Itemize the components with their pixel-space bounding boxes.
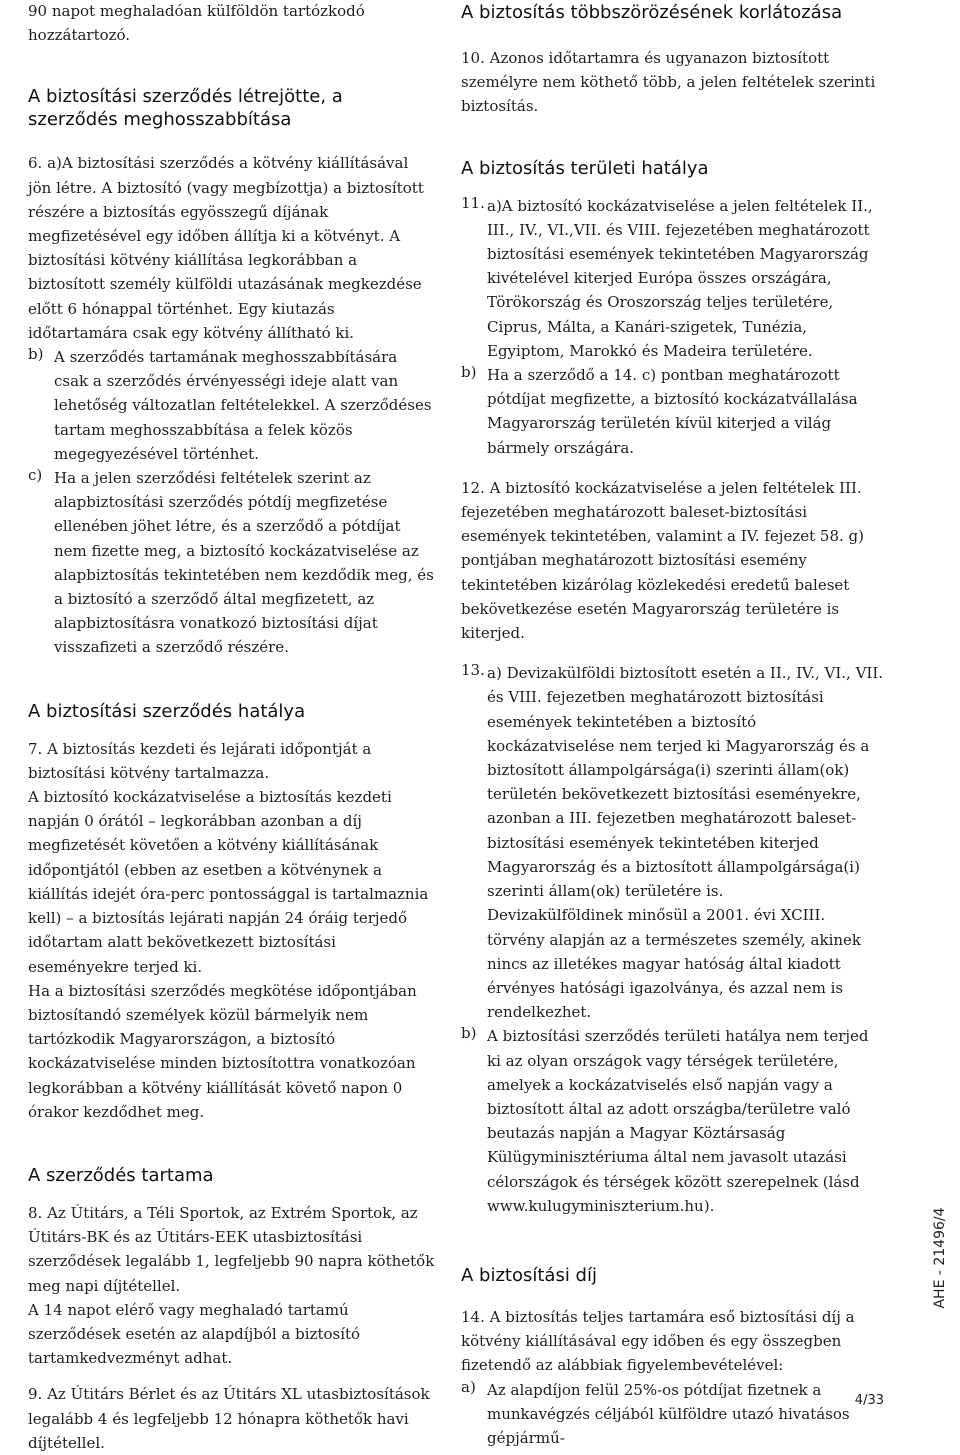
list-text: Ha a jelen szerződési feltételek szerint az alapbiztosítási szerződés pótdíj megfizetése ellenében jöhet létre, és a szerződő a pótdíjat nem fizette meg, a biztosító kockázatviselése az alapbiztosítás tekintetében nem kezdődik meg, és a biztosító a szerződő által megfizetett, az alapbiztosításra vonatkozó biztosítási díjat visszafizeti a szerződő részére. <box>54 469 434 657</box>
list-item-11b <box>461 363 887 460</box>
list-text: A szerződés tartamának meghosszabbítására csak a szerződés érvényességi ideje alatt van lehetőség változatlan feltételekkel. A szerződéses tartam meghosszabbítása a felek közös megegyezésével történhet. <box>54 348 432 463</box>
list-text: a)A biztosító kockázatviselése a jelen feltételek II., III., IV., VI.,VII. és VIII. fejezetében meghatározott biztosítási események tekintetében Magyarország kivételével kiterjed Európa összes országára, Törökország és Oroszország teljes területére, Ciprus, Málta, a Kanári-szigetek, Tunézia, Egyiptom, Marokkó és Madeira területére. <box>487 196 873 360</box>
list-item-13-body <box>487 661 887 1024</box>
list-item-6c <box>28 466 436 660</box>
list-marker: 11. <box>461 193 485 212</box>
list-marker: a) <box>461 1377 476 1396</box>
list-item-6b <box>28 345 436 466</box>
paragraph-7: 7. A biztosítás kezdeti és lejárati időpontját a biztosítási kötvény tartalmazza. <box>28 739 372 782</box>
paragraph-10: 10. Azonos időtartamra és ugyanazon biztosított személyre nem köthető több, a jelen feltételek szerinti biztosítás. <box>461 49 876 116</box>
document-code: AHE - 21496/4 <box>932 1207 948 1309</box>
paragraph-12: 12. A biztosító kockázatviselése a jelen feltételek III. fejezetében meghatározott baleset-biztosítási események tekintetében, valamint a IV. fejezet 58. g) pontjában meghatározott biztosítási esemény tekintetében kizárólag közlekedési eredetű baleset bekövetkezése esetén Magyarország területére is kiterjed. <box>461 478 864 643</box>
paragraph-7c: Ha a biztosítási szerződés megkötése időpontjában biztosítandó személyek közül bármelyik nem tartózkodik Magyarországon, a biztosító kockázatviselése minden biztosítottra vonatkozóan legkorábban a kötvény kiállítását követő napon 0 órakor kezdődhet meg. <box>28 981 417 1121</box>
section-heading-creation: A biztosítási szerződés létrejötte, a szerződés meghosszabbítása <box>28 86 343 131</box>
right-column <box>461 0 887 1450</box>
paragraph-7b: A biztosító kockázatviselése a biztosítás kezdeti napján 0 órától – legkorábban azonban a díj megfizetését követően a kötvény kiállításának időpontjától (ebben az esetben a kötvénynek a kiállítás idejét óra-perc pontossággal is tartalmaznia kell) – a biztosítás lejárati napján 24 óráig terjedő időtartam alatt bekövetkezett biztosítási eseményekre terjed ki. <box>28 788 429 976</box>
paragraph-14: 14. A biztosítás teljes tartamára eső biztosítási díj a kötvény kiállításával egy időben és egy összegben fizetendő az alábbiak figyelembevételével: <box>461 1307 855 1375</box>
list-marker: c) <box>28 466 43 485</box>
list-marker: b) <box>461 363 477 382</box>
list-text: Ha a szerződő a 14. c) pontban meghatározott pótdíjat megfizette, a biztosító kockázatvállalása Magyarország területén kívül kiterjed a világ bármely országára. <box>487 366 858 457</box>
list-item-13b <box>461 1024 887 1218</box>
section-heading-duration: A szerződés tartama <box>28 1164 214 1186</box>
paragraph-6a: 6. a)A biztosítási szerződés a kötvény kiállításával jön létre. A biztosító (vagy megbízottja) a biztosított részére a biztosítás egyösszegű díjának megfizetésével egy időben állítja ki a kötvényt. A biztosítási kötvény kiállítása legkorábban a biztosított személy külföldi utazásának megkezdése előtt 6 hónappal történhet. Egy kiutazás időtartamára csak egy kötvény állítható ki. <box>28 154 424 342</box>
list-marker: b) <box>28 345 44 364</box>
list-marker: b) <box>461 1024 477 1043</box>
paragraph-9: 9. Az Útitárs Bérlet és az Útitárs XL utasbiztosítások legalább 4 és legfeljebb 12 hónapra köthetők havi díjtétellel. <box>28 1385 430 1452</box>
list-text: a) Devizakülföldi biztosított esetén a II., IV., VI., VII. és VIII. fejezetben meghatározott biztosítási események tekintetében a biztosító kockázatviselése nem terjed ki Magyarország és a biztosított állampolgársága(i) szerinti állam(ok) területén bekövetkezett biztosítási eseményekre, azonban a III. fejezetben meghatározott baleset-biztosítási események tekintetében kiterjed Magyarország és a biztosított állampolgársága(i) szerinti állam(ok) területére is. <box>487 664 884 901</box>
list-item-14a <box>461 1378 887 1451</box>
left-column <box>28 0 436 1455</box>
page-number: 4/33 <box>854 1393 884 1408</box>
section-heading-territory: A biztosítás területi hatálya <box>461 157 709 179</box>
list-marker: 13. <box>461 661 485 680</box>
list-item-11 <box>461 194 887 363</box>
paragraph-8: 8. Az Útitárs, a Téli Sportok, az Extrém Sportok, az Útitárs-BK és az Útitárs-EEK utasbiztosítási szerződések legalább 1, legfeljebb 90 napra köthetők meg napi díjtétellel. <box>28 1203 435 1295</box>
section-heading-multiplication: A biztosítás többszörözésének korlátozása <box>461 2 843 23</box>
paragraph-8b: A 14 napot elérő vagy meghaladó tartamú szerződések esetén az alapdíjból a biztosító tartamkedvezményt adhat. <box>28 1300 361 1368</box>
list-text: A biztosítási szerződés területi hatálya nem terjed ki az olyan országok vagy térségek területére, amelyek a kockázatviselés első napján vagy a biztosított által az adott országba/területre való beutazás napján a Magyar Köztársaság Külügyminisztériuma által nem javasolt utazási célországok és térségek között szerepelnek (lásd www.kulugyminiszterium.hu). <box>487 1027 869 1215</box>
intro-text: 90 napot meghaladóan külföldön tartózkodó hozzátartozó. <box>28 2 365 45</box>
list-text-continued: Devizakülföldinek minősül a 2001. évi XCIII. törvény alapján az a természetes személy, akinek nincs az illetékes magyar hatóság által kiadott érvényes hatósági igazolványa, és azzal nem is rendelkezhet. <box>487 906 861 1022</box>
list-text: Az alapdíjon felül 25%-os pótdíjat fizetnek a munkavégzés céljából külföldre utazó hivatásos gépjármű- <box>487 1380 850 1447</box>
section-heading-fee: A biztosítási díj <box>461 1264 597 1286</box>
list-item-13 <box>461 661 887 1024</box>
section-heading-effect: A biztosítási szerződés hatálya <box>28 700 306 722</box>
